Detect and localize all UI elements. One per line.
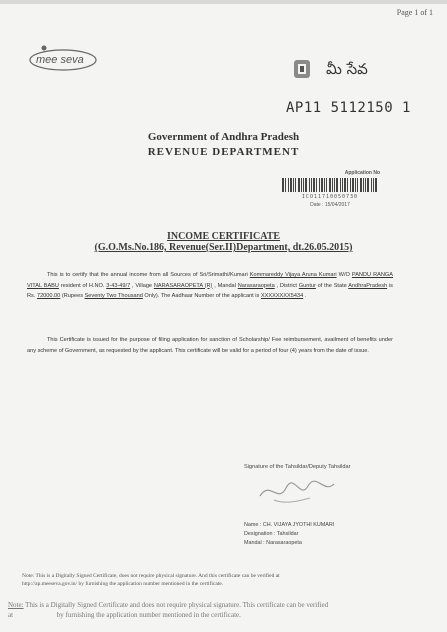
barcode-bar xyxy=(309,178,310,192)
barcode-bar xyxy=(326,178,327,192)
note-large-line2: at by furnishing the application number mentioned in the certificate. xyxy=(8,611,241,619)
p1-text: . xyxy=(303,293,307,299)
note-small-line1: Note: This is a Digitally Signed Certificate, does not require physical signature. And this certificate can be verified at xyxy=(22,573,280,579)
house-number: 3-43-49/7 xyxy=(106,282,131,289)
barcode-bar xyxy=(321,178,323,192)
relative-name: PANDU RANGA VITAL BABU xyxy=(27,272,393,289)
officer-name: Name : CH. VIJAYA JYOTHI KUMARI xyxy=(244,522,335,528)
barcode-bar xyxy=(365,178,366,192)
barcode-bar xyxy=(324,178,325,192)
income-statement-paragraph xyxy=(27,270,393,302)
p1-text: resident of H.NO. xyxy=(58,282,107,289)
certificate-title: INCOME CERTIFICATE xyxy=(166,231,281,242)
barcode-bar xyxy=(336,178,338,192)
barcode-bar xyxy=(298,178,300,192)
p1-text: is Rs. xyxy=(27,282,393,299)
barcode-bar xyxy=(311,178,312,192)
note-large xyxy=(8,600,438,620)
certificate-go-reference: (G.O.Ms.No.186, Revenue(Ser.II)Department, dt.26.05.2015) xyxy=(94,242,353,253)
note-label: Note: xyxy=(8,601,24,609)
barcode-bar xyxy=(357,178,358,192)
p1-text: Only). The Aadhaar Number of the applicant is xyxy=(142,293,261,299)
p1-text: of the State xyxy=(315,282,349,289)
barcode-bar xyxy=(347,178,348,192)
income-amount-words: Seventy Two Thousand xyxy=(84,293,143,299)
district: Guntur xyxy=(298,282,316,289)
purpose-paragraph: This Certificate is issued for the purpose of filing application for sanction of Scholarship/ Fee reimbursement, availment of benefits under any scheme of Government, as requested by the applicant. This certificate will be valid for a period of four (4) years from the date of issue. xyxy=(27,337,393,354)
barcode-bar xyxy=(342,178,343,192)
officer-designation: Designation : Tahsildar xyxy=(244,531,299,537)
officer-details xyxy=(244,521,334,548)
barcode-bar xyxy=(305,178,307,192)
barcode-bar xyxy=(375,178,377,192)
income-amount: 72000.00 xyxy=(36,293,61,299)
signature-title: Signature of the Tahsildar/Deputy Tahsildar xyxy=(244,464,351,470)
officer-mandal: Mandal : Narasaraopeta xyxy=(244,540,302,546)
barcode-bar xyxy=(290,178,292,192)
page-number: Page 1 of 1 xyxy=(396,8,433,17)
barcode-bar xyxy=(355,178,356,192)
village: NARASARAOPETA (R) xyxy=(153,282,213,289)
barcode-bar xyxy=(285,178,286,192)
signature-scribble xyxy=(250,474,340,508)
p1-text: (Rupees xyxy=(60,293,85,299)
p1-text: , Village xyxy=(130,282,154,289)
aadhaar-number: XXXXXXXX5434 xyxy=(260,293,304,299)
barcode-bar xyxy=(344,178,346,192)
barcode-bar xyxy=(316,178,317,192)
barcode-bar xyxy=(332,178,333,192)
note-small xyxy=(22,572,412,588)
barcode-bar xyxy=(303,178,304,192)
meeseva-logo xyxy=(28,44,98,72)
note-small-line2: http://ap.meeseva.gov.in/ by furnishing the application number mentioned in the certificate. xyxy=(22,581,224,587)
barcode-bar xyxy=(301,178,302,192)
application-label: Application No xyxy=(344,170,380,176)
applicant-name: Kommareddy Vijaya Aruna Kumari xyxy=(249,272,337,278)
header-department: REVENUE DEPARTMENT xyxy=(147,146,300,158)
scan-edge xyxy=(0,0,447,4)
note-large-line1: This is a Digitally Signed Certificate and does not require physical signature. This certificate can be verified xyxy=(23,601,329,609)
application-date: Date : 15/04/2017 xyxy=(310,202,350,208)
mandal: Narasaraopeta xyxy=(237,282,275,289)
barcode-bar xyxy=(293,178,294,192)
emblem-icon xyxy=(292,58,312,80)
p1-text: , District xyxy=(274,282,299,289)
barcode-bar xyxy=(288,178,289,192)
barcode-bar xyxy=(313,178,315,192)
barcode-bar xyxy=(352,178,354,192)
barcode-bar xyxy=(319,178,320,192)
p1-text: , Mandal xyxy=(212,282,238,289)
state: AndhraPradesh xyxy=(348,282,388,289)
p1-text: W/O xyxy=(336,272,352,278)
header-government: Government of Andhra Pradesh xyxy=(147,131,300,143)
barcode-bar xyxy=(371,178,372,192)
barcode-bar xyxy=(373,178,374,192)
application-number: ICO11710050730 xyxy=(301,194,359,200)
p1-text: This is to certify that the annual income from all Sources of Sri/Srimathi/Kumari xyxy=(47,272,250,278)
barcode-bar xyxy=(360,178,362,192)
barcode-bar xyxy=(367,178,369,192)
barcode-bar xyxy=(295,178,296,192)
barcode-bar xyxy=(282,178,284,192)
meeseva-logo-text: mee seva xyxy=(36,54,84,66)
barcode-bar xyxy=(340,178,341,192)
barcode xyxy=(280,178,380,192)
state-emblem-logo xyxy=(292,58,387,84)
barcode-bar xyxy=(350,178,351,192)
barcode-bar xyxy=(329,178,331,192)
barcode-bar xyxy=(363,178,364,192)
application-box xyxy=(280,170,380,208)
application-code: AP11 5112150 1 xyxy=(285,100,411,116)
telugu-logo-text: మీ సేవ xyxy=(326,60,368,78)
barcode-bar xyxy=(334,178,335,192)
